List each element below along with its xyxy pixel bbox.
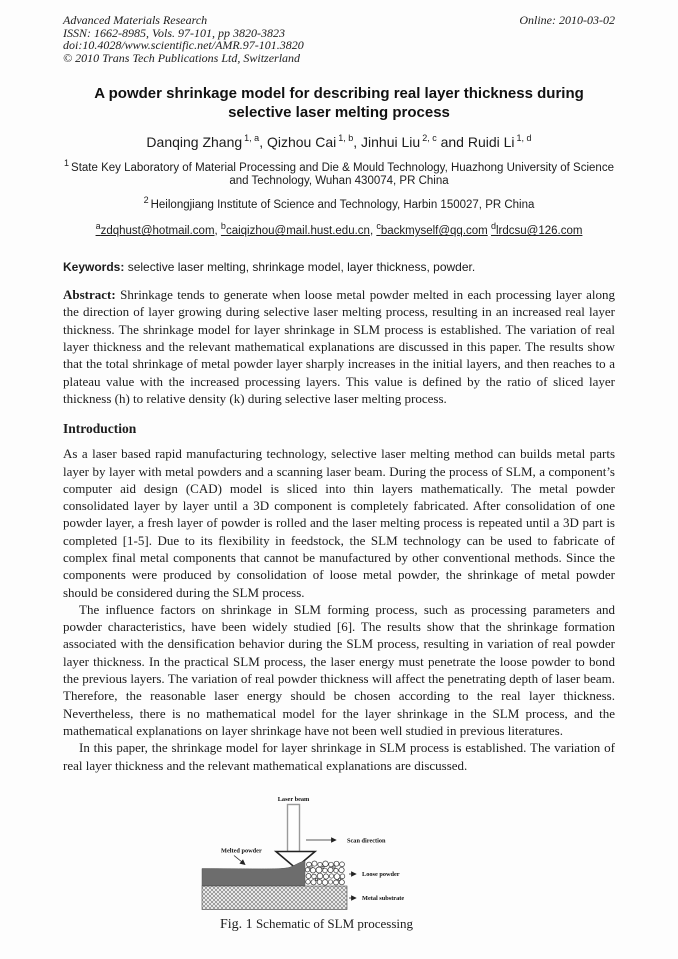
emails-line xyxy=(63,221,615,237)
section-heading-introduction: Introduction xyxy=(63,421,137,437)
laser-beam xyxy=(288,804,300,851)
affiliation-1: $^1$ State Key Laboratory of Material Processing and Die & Mould Technology, Huazhong University of Science and Technology, Wuhan 430074, PR China xyxy=(64,157,614,188)
email-link[interactable]: $^b$caiqizhou@mail.hust.edu.cn xyxy=(220,221,370,238)
figure-caption-number: Fig. 1 xyxy=(220,916,253,932)
intro-paragraph-1: As a laser based rapid manufacturing technology, selective laser melting method can builds metal parts layer by layer with metal powders and a scanning laser beam. During the process of SLM, a component’s computer aid design (CAD) model is sliced into thin layers mathematically. The metal powder consolidated layer by layer until a 3D component is completely fabricated. After consolidation of one powder layer, a fresh layer of powder is rolled and the laser melting process is repeated until a 3D part is completed [1-5]. Due to its flexibility in feedstock, the SLM technology can be used to fabricate of complex final metal components that cannot be manufactured by other conventional methods. Since the components were produced by consolidation of loose metal powder, the shrinkage of metal powder should be considered during the SLM process. xyxy=(63,446,615,600)
journal-info-block xyxy=(63,14,304,64)
abstract-label: Abstract: xyxy=(63,287,116,303)
affiliation-2: $^2$ Heilongjiang Institute of Science and Technology, Harbin 150027, PR China xyxy=(143,195,535,212)
author-superscript: 1, b xyxy=(338,133,354,143)
keywords-label: Keywords: xyxy=(63,260,125,275)
journal-name: Advanced Materials Research xyxy=(63,13,208,27)
journal-header xyxy=(63,14,615,64)
metal-substrate xyxy=(202,886,347,910)
author-separator: and xyxy=(436,133,468,150)
intro-paragraph-3: In this paper, the shrinkage model for layer shrinkage in SLM process is established. The variation of real layer thickness and the relevant mathematical explanations are discussed. xyxy=(63,740,615,773)
introduction-body xyxy=(63,445,615,774)
doi-line: doi:10.4028/www.scientific.net/AMR.97-101.3820 xyxy=(63,38,304,52)
author-superscript: 1, d xyxy=(516,133,532,143)
email-separator: , xyxy=(214,225,221,238)
email-separator: , xyxy=(369,225,377,238)
loose-powder-label: Loose powder xyxy=(362,871,400,879)
scan-direction-label: Scan direction xyxy=(347,837,386,845)
melted-powder-layer xyxy=(202,861,305,886)
abstract-paragraph xyxy=(63,286,615,407)
author: Ruidi Li $^{1, d}$ xyxy=(467,133,532,150)
melted-powder-pointer xyxy=(234,855,245,864)
authors-line xyxy=(63,133,615,150)
figure-1 xyxy=(63,788,615,933)
email-link[interactable]: $^c$backmyself@qq.com xyxy=(376,221,488,238)
affiliation-superscript: 1 xyxy=(64,157,70,168)
laser-beam-label: Laser beam xyxy=(277,795,310,803)
author-superscript: 2, c xyxy=(422,133,437,143)
figure-caption-text: Schematic of SLM processing xyxy=(255,915,413,931)
author: Jinhui Liu $^{2, c}$ and xyxy=(361,133,468,150)
melted-powder-label: Melted powder xyxy=(221,847,262,855)
email-link[interactable]: $^d$lrdcsu@126.com xyxy=(490,221,583,238)
paper-title: A powder shrinkage model for describing real layer thickness during selective laser melting process xyxy=(94,85,584,121)
copyright-line: © 2010 Trans Tech Publications Ltd, Switzerland xyxy=(63,50,301,65)
keywords-text: selective laser melting, shrinkage model, layer thickness, powder. xyxy=(127,260,476,275)
keywords-line xyxy=(63,260,615,274)
author-separator: , xyxy=(353,133,362,150)
author-separator: , xyxy=(259,133,267,150)
author: Qizhou Cai $^{1, b}$, xyxy=(266,133,362,150)
author-superscript: 1, a xyxy=(244,133,260,143)
metal-substrate-label: Metal substrate xyxy=(362,895,405,903)
loose-powder-region xyxy=(305,861,345,885)
author: Danqing Zhang $^{1, a}$, xyxy=(146,133,267,150)
online-date: Online: 2010-03-02 xyxy=(519,13,615,27)
abstract-text: Shrinkage tends to generate when loose metal powder melted in each processing layer along the direction of layer growing during selective laser melting process, resulting in an increased real layer thickness. The shrinkage model for layer shrinkage in SLM process is established. The variation of real layer thickness and the relevant mathematical explanations are discussed in this paper. The results show that the total shrinkage of metal powder layer sharply increases in the initial layers, and then reaches to a plateau value with the increased processing layers. This value is defined by the ratio of sliced layer thickness (h) to relative density (k) during selective laser melting process. xyxy=(63,287,616,406)
issn-line: ISSN: 1662-8985, Vols. 97-101, pp 3820-3823 xyxy=(63,25,285,40)
figure-caption xyxy=(220,916,615,933)
slm-schematic xyxy=(190,788,530,914)
intro-paragraph-2: The influence factors on shrinkage in SLM forming process, such as processing parameters and powder characteristics, have been widely studied [6]. The results show that the shrinkage formation associated with the densification behavior during the SLM process, resulting in variation of real powder layer thickness. In the practical SLM process, the laser energy must penetrate the loose powder to bond the previous layers. The variation of real powder thickness will affect the penetrating depth of laser beam. Therefore, the reasonable laser energy should be chosen according to the real layer thickness. Nevertheless, there is no mathematical model for the layer shrinkage in the SLM process, and the mathematical explanations on layer shrinkage have not been well studied in previous literatures. xyxy=(63,601,615,738)
affiliation-superscript: 2 xyxy=(143,195,149,206)
email-link[interactable]: $^a$zdqhust@hotmail.com xyxy=(95,221,215,238)
